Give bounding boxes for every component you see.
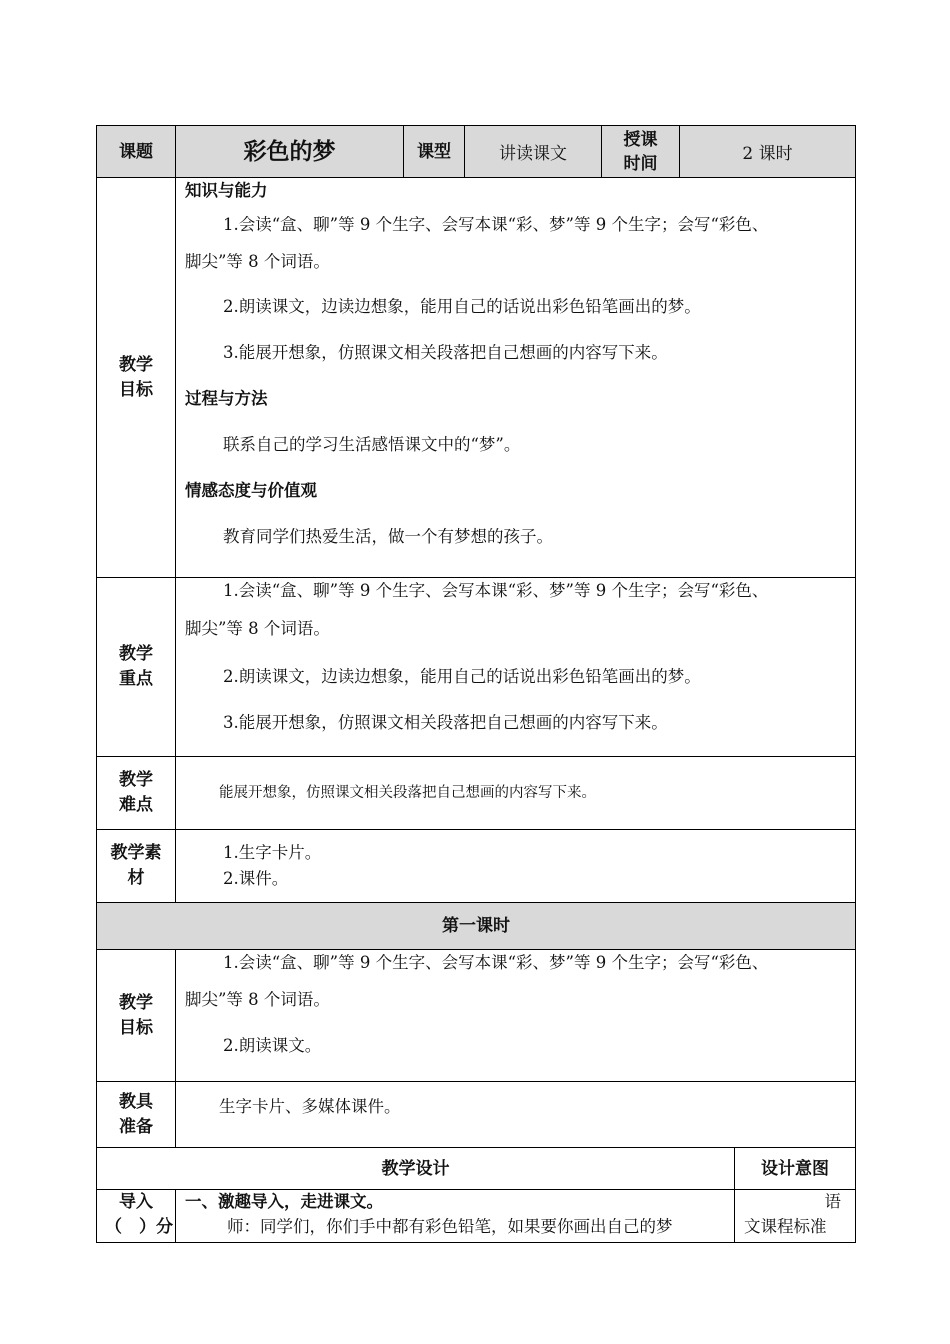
lesson-objectives-row: [97, 950, 856, 1082]
objective-item-1-line-1: 1.会读“盒、聊”等 9 个生字、会写本课“彩、梦”等 9 个生字；会写“彩色、: [223, 215, 769, 234]
material-item-1: 1.生字卡片。: [223, 843, 322, 862]
objective-item-3: 3.能展开想象，仿照课文相关段落把自己想画的内容写下来。: [223, 343, 668, 362]
materials-row: [97, 830, 856, 903]
key-point-item-1-line-1: 1.会读“盒、聊”等 9 个生字、会写本课“彩、梦”等 9 个生字；会写“彩色、: [223, 581, 769, 600]
lesson-objectives-label: [97, 950, 176, 1082]
type-value: 讲读课文: [465, 126, 602, 178]
tools-row: [97, 1082, 856, 1148]
objective-item-1-line-2: 脚尖”等 8 个词语。: [185, 252, 330, 271]
key-point-item-1-line-2: 脚尖”等 8 个词语。: [185, 619, 330, 638]
intro-label-line-2: （ ）分: [105, 1217, 173, 1237]
objectives-row: [97, 178, 856, 578]
objectives-label-text: 教学目标: [119, 354, 153, 400]
tools-text: 生字卡片、多媒体课件。: [219, 1097, 401, 1116]
process-text: 联系自己的学习生活感悟课文中的“梦”。: [223, 435, 521, 454]
header-row: [97, 126, 856, 178]
emotion-heading: 情感态度与价值观: [185, 481, 317, 500]
difficulty-label: [97, 757, 176, 830]
intent-heading: 设计意图: [735, 1148, 856, 1190]
key-point-item-2: 2.朗读课文，边读边想象，能用自己的话说出彩色铅笔画出的梦。: [223, 667, 701, 686]
difficulty-row: [97, 757, 856, 830]
design-heading-row: [97, 1148, 856, 1190]
time-label-text: 授课时间: [623, 129, 658, 174]
intro-row: [97, 1190, 856, 1243]
step-title: 一、激趣导入，走进课文。: [185, 1192, 383, 1211]
intent-line-1: 语: [824, 1192, 842, 1211]
tools-label: [97, 1082, 176, 1148]
lesson-objectives-label-text: 教学目标: [119, 992, 153, 1038]
material-item-2: 2.课件。: [223, 869, 289, 888]
materials-label-text: 教学素材: [110, 843, 162, 888]
difficulty-content: [176, 757, 856, 830]
design-heading: 教学设计: [97, 1148, 735, 1190]
intent-content: [735, 1190, 856, 1243]
lesson-objective-item-1-line-1: 1.会读“盒、聊”等 9 个生字、会写本课“彩、梦”等 9 个生字；会写“彩色、: [223, 953, 769, 972]
time-value: 2 课时: [680, 126, 856, 178]
difficulty-label-text: 教学难点: [119, 770, 153, 815]
first-lesson-heading-row: [97, 903, 856, 950]
key-points-content: [176, 578, 856, 757]
lesson-objective-item-1-line-2: 脚尖”等 8 个词语。: [185, 990, 330, 1009]
difficulty-text: 能展开想象，仿照课文相关段落把自己想画的内容写下来。: [219, 785, 596, 801]
first-lesson-heading: 第一课时: [97, 903, 856, 950]
materials-content: [176, 830, 856, 903]
key-points-label: [97, 578, 176, 757]
lesson-plan-table: [96, 125, 856, 1243]
process-heading: 过程与方法: [185, 389, 268, 408]
key-points-row: [97, 578, 856, 757]
key-point-item-3: 3.能展开想象，仿照课文相关段落把自己想画的内容写下来。: [223, 713, 668, 732]
type-label: 课型: [404, 126, 465, 178]
title-label: 课题: [97, 126, 176, 178]
intro-label: [97, 1190, 176, 1243]
tools-label-text: 教具准备: [119, 1091, 153, 1137]
intro-label-line-1: 导入: [119, 1192, 153, 1212]
lesson-objective-item-2: 2.朗读课文。: [223, 1036, 322, 1055]
lesson-objectives-content: [176, 950, 856, 1082]
objective-item-2: 2.朗读课文，边读边想象，能用自己的话说出彩色铅笔画出的梦。: [223, 297, 701, 316]
intent-line-2: 文课程标准: [744, 1217, 827, 1236]
knowledge-heading: 知识与能力: [185, 181, 268, 200]
time-label: [602, 126, 680, 178]
lesson-title: 彩色的梦: [176, 126, 404, 178]
tools-content: [176, 1082, 856, 1148]
key-points-label-text: 教学重点: [119, 644, 153, 689]
emotion-text: 教育同学们热爱生活，做一个有梦想的孩子。: [223, 527, 553, 546]
objectives-label: [97, 178, 176, 578]
intro-content: [176, 1190, 735, 1243]
step-text: 师：同学们，你们手中都有彩色铅笔，如果要你画出自己的梦: [227, 1217, 673, 1236]
materials-label: [97, 830, 176, 903]
objectives-content: [176, 178, 856, 578]
